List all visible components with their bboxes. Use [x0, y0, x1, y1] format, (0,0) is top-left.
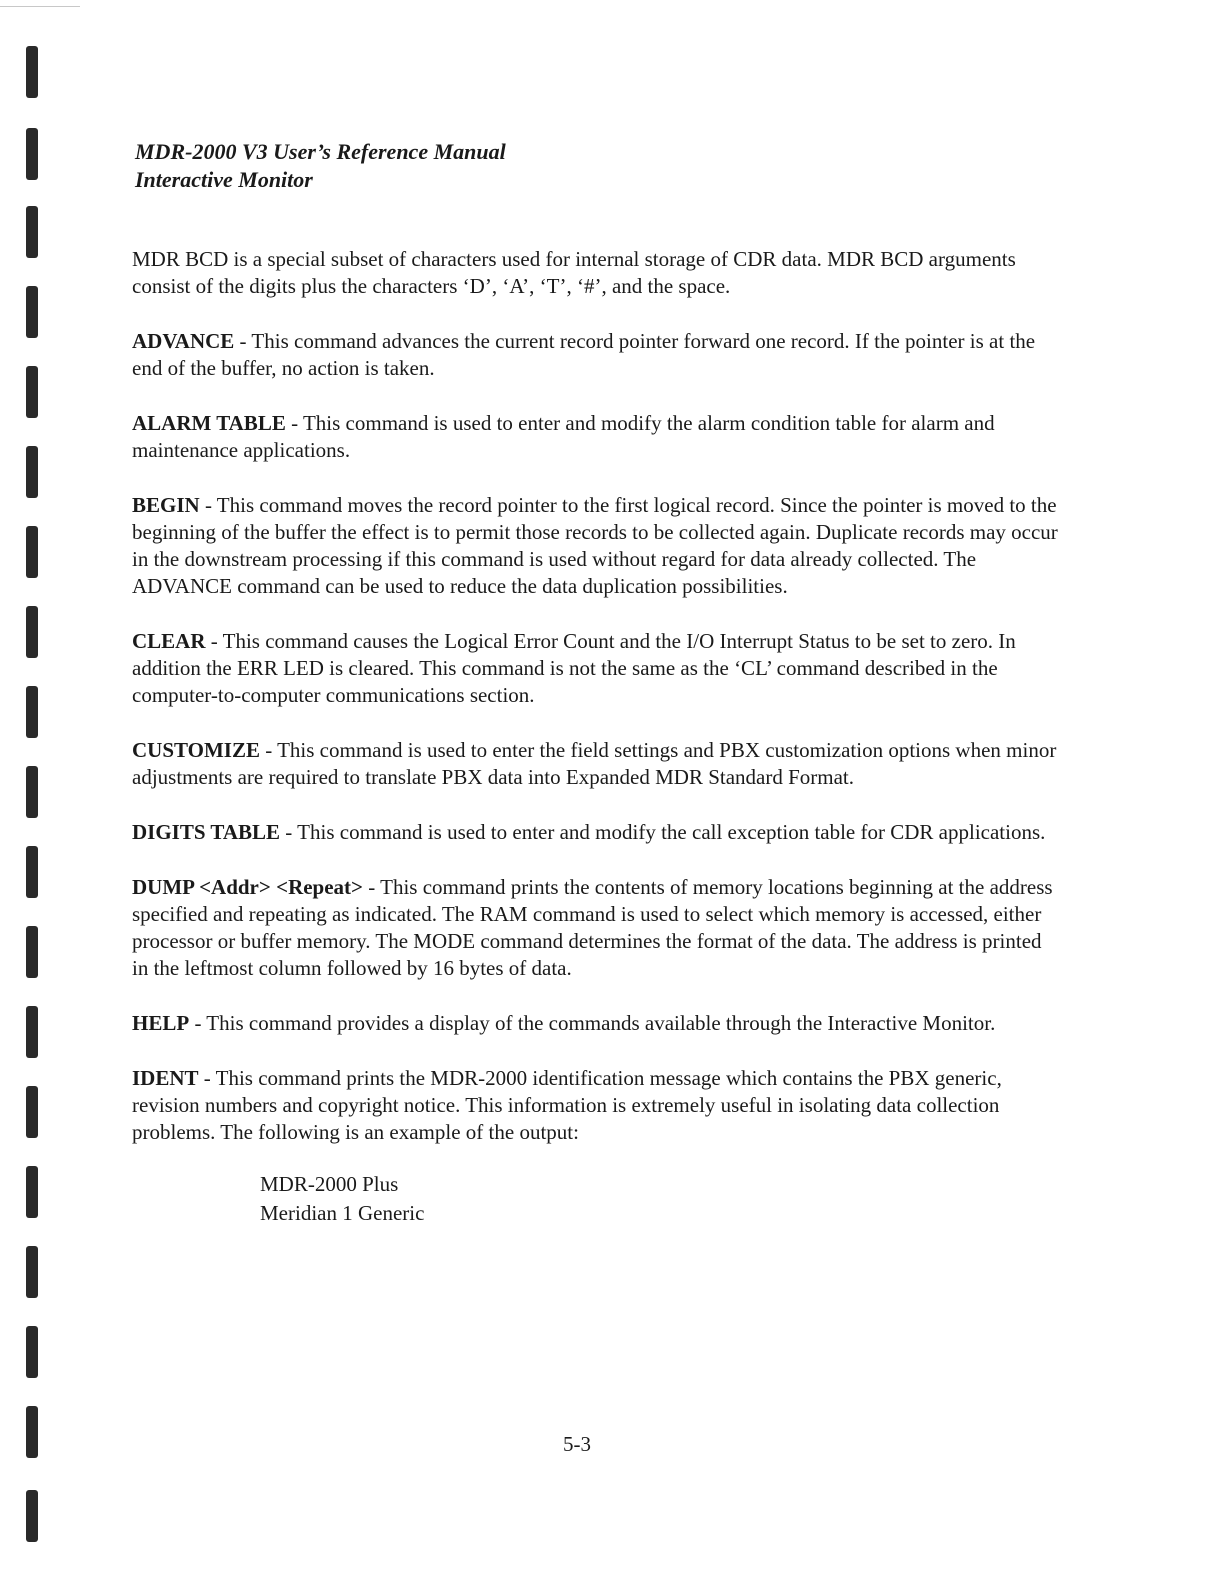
command-term: ALARM TABLE [132, 411, 286, 435]
command-description: - This command prints the MDR-2000 identification message which contains the PBX generic, revision numbers and copyright notice. This information is extremely useful in isolating data collection problems. The following is an example of the output: [132, 1066, 1002, 1144]
command-term: HELP [132, 1011, 190, 1035]
intro-paragraph: MDR BCD is a special subset of characters used for internal storage of CDR data. MDR BCD arguments consist of the digits plus the characters ‘D’, ‘A’, ‘T’, ‘#’, and the space. [132, 247, 1016, 298]
command-term: CLEAR [132, 629, 206, 653]
command-term: BEGIN [132, 493, 200, 517]
binding-hole [26, 446, 38, 498]
binding-hole [26, 1406, 38, 1458]
example-line: MDR-2000 Plus [260, 1172, 399, 1196]
command-term: ADVANCE [132, 329, 235, 353]
section-title: Interactive Monitor [135, 167, 313, 192]
binding-hole [26, 766, 38, 818]
command-description: - This command is used to enter and modify the alarm condition table for alarm and maintenance applications. [132, 411, 995, 462]
binding-hole [26, 366, 38, 418]
command-description: - This command prints the contents of memory locations beginning at the address specified and repeating as indicated. The RAM command is used to select which memory is accessed, either processor or buffer memory. The MODE command determines the format of the data. The address is printed in the leftmost column followed by 16 bytes of data. [132, 875, 1053, 980]
command-clear [132, 628, 1062, 709]
binding-hole [26, 1246, 38, 1298]
ident-example-output [260, 1170, 1062, 1228]
command-term: IDENT [132, 1066, 199, 1090]
command-term: CUSTOMIZE [132, 738, 260, 762]
command-customize [132, 737, 1062, 791]
binding-hole [26, 606, 38, 658]
binding-hole [26, 926, 38, 978]
binding-hole [26, 128, 38, 180]
binding-hole [26, 206, 38, 258]
binding-hole [26, 1086, 38, 1138]
command-description: - This command is used to enter and modify the call exception table for CDR applications. [280, 820, 1046, 844]
command-begin [132, 492, 1062, 600]
manual-title: MDR-2000 V3 User’s Reference Manual [135, 139, 506, 164]
command-description: - This command moves the record pointer to the first logical record. Since the pointer is moved to the beginning of the buffer the effect is to permit those records to be collected again. Duplicate records may occur in the downstream processing if this command is used without regard for data already collected. The ADVANCE command can be used to reduce the data duplication possibilities. [132, 493, 1058, 598]
binding-hole [26, 1326, 38, 1378]
command-description: - This command is used to enter the field settings and PBX customization options when minor adjustments are required to translate PBX data into Expanded MDR Standard Format. [132, 738, 1057, 789]
example-line: Meridian 1 Generic [260, 1201, 425, 1225]
binding-hole [26, 46, 38, 98]
command-digits-table [132, 819, 1062, 846]
binding-hole [26, 1006, 38, 1058]
command-help [132, 1010, 1062, 1037]
command-description: - This command advances the current record pointer forward one record. If the pointer is at the end of the buffer, no action is taken. [132, 329, 1036, 380]
binding-hole [26, 846, 38, 898]
command-description: - This command provides a display of the commands available through the Interactive Monitor. [189, 1011, 996, 1035]
command-term: DIGITS TABLE [132, 820, 281, 844]
command-advance [132, 328, 1062, 382]
page-body [132, 246, 1062, 1228]
binding-hole [26, 526, 38, 578]
page-number: 5-3 [563, 1432, 591, 1456]
binding-hole [26, 1166, 38, 1218]
binding-holes [26, 0, 46, 1584]
running-header [135, 138, 506, 194]
binding-hole [26, 1490, 38, 1542]
command-description: - This command causes the Logical Error Count and the I/O Interrupt Status to be set to zero. In addition the ERR LED is cleared. This command is not the same as the ‘CL’ command described in the computer-to-computer communications section. [132, 629, 1016, 707]
binding-hole [26, 286, 38, 338]
command-term: DUMP <Addr> <Repeat> [132, 875, 364, 899]
command-dump [132, 874, 1062, 982]
command-ident [132, 1065, 1062, 1146]
binding-hole [26, 686, 38, 738]
command-alarm-table [132, 410, 1062, 464]
